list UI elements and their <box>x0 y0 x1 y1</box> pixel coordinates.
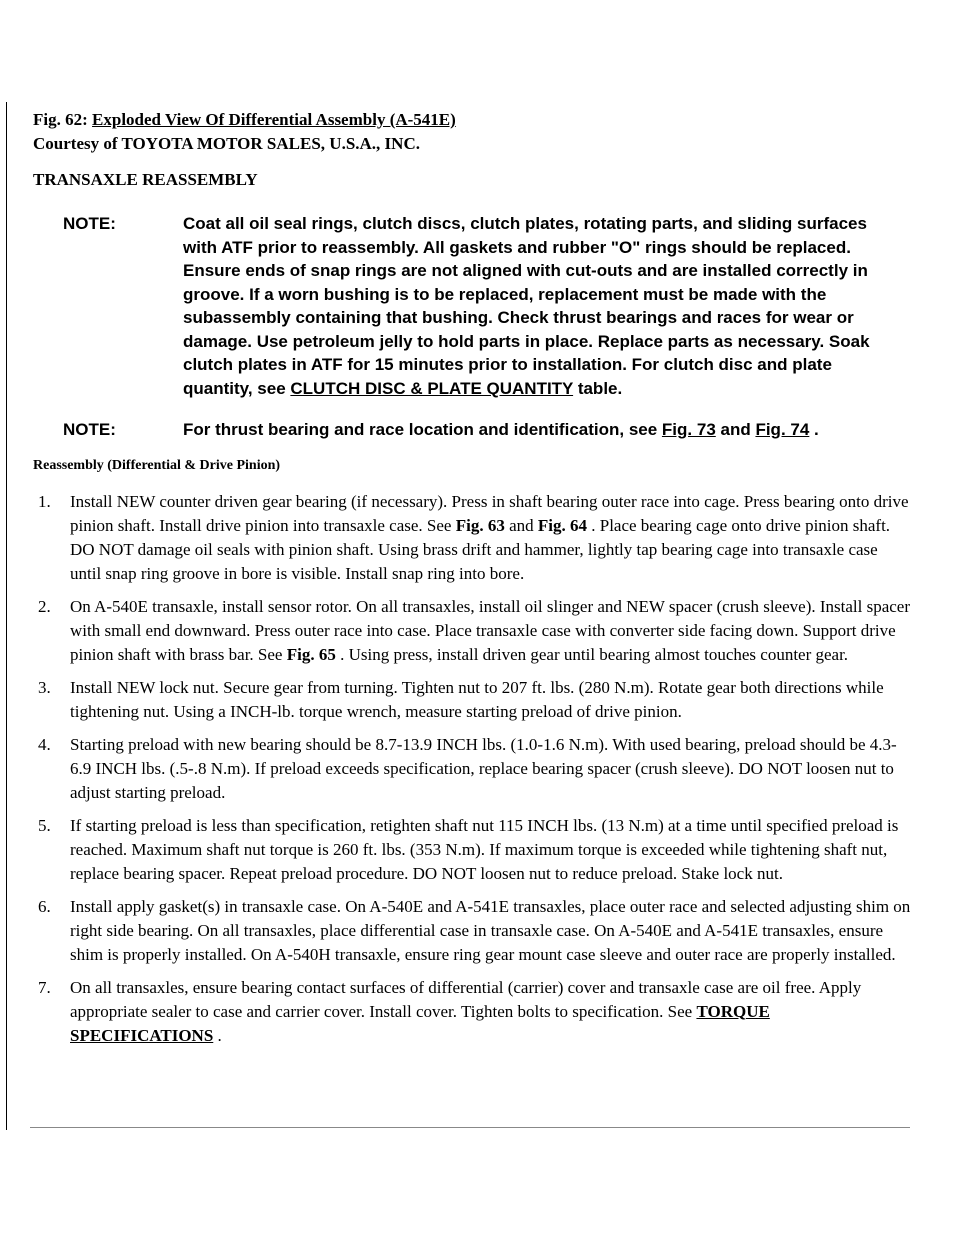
note-label: NOTE: <box>63 420 116 439</box>
step-body: On A-540E transaxle, install sensor rotor. On all transaxles, install oil slinger and NEW spacer (crush sleeve). Install spacer with small end downward. Press outer race into case. Place transaxle case with converter side facing down. Support drive pinion shaft with brass bar. See <box>70 596 911 664</box>
fig-65-link[interactable]: Fig. 65 <box>286 644 336 664</box>
note-suffix: table. <box>573 378 623 398</box>
step-body: On all transaxles, ensure bearing contact surfaces of differential (carrier) cover and transaxle case are oil free. Apply appropriate sealer to case and carrier cover. Install cover. Tighten bolts to specification. See <box>70 977 862 1021</box>
list-item <box>33 895 913 967</box>
step-body-continued: . <box>213 1025 222 1045</box>
torque-specifications-link[interactable]: TORQUE SPECIFICATIONS <box>70 1001 770 1045</box>
figure-number: Fig. 62: <box>33 110 93 129</box>
list-item <box>33 814 913 886</box>
note-body: Coat all oil seal rings, clutch discs, clutch plates, rotating parts, and sliding surfaces with ATF prior to reassembly. All gaskets and rubber "O" rings should be replaced. Ensure ends of snap rings are not aligned with cut-outs and are installed correctly in groove. If a worn bushing is to be replaced, replacement must be made with the subassembly containing that bushing. Check thrust bearings and races for wear or damage. Use petroleum jelly to hold parts in place. Replace parts as necessary. Soak clutch plates in ATF for 15 minutes prior to installation. For clutch disc and plate quantity, see <box>183 214 870 398</box>
step-number: 6. <box>38 896 51 916</box>
clutch-disc-plate-quantity-link[interactable]: CLUTCH DISC & PLATE QUANTITY <box>290 378 574 398</box>
step-text: If starting preload is less than specification, retighten shaft nut 115 INCH lbs. (13 N.m) at a time until specified preload is reached. Maximum shaft nut torque is 260 ft. lbs. (353 N.m). If maximum torque is exceeded while tightening shaft nut, replace bearing spacer. Repeat preload procedure. DO NOT loosen nut to reduce preload. Stake lock nut. <box>70 815 899 883</box>
page-bottom-divider <box>30 1127 910 1128</box>
step-number: 7. <box>38 977 51 997</box>
step-number: 1. <box>38 491 51 511</box>
list-item <box>33 595 913 667</box>
list-item <box>33 733 913 805</box>
fig-63-link[interactable]: Fig. 63 <box>455 515 505 535</box>
note-text <box>183 212 913 400</box>
list-item <box>33 490 913 586</box>
fig-73-link[interactable]: Fig. 73 <box>661 420 716 439</box>
figure-caption <box>33 108 913 132</box>
document-body <box>33 108 913 1057</box>
step-number: 5. <box>38 815 51 835</box>
figure-courtesy: Courtesy of TOYOTA MOTOR SALES, U.S.A., INC. <box>33 134 420 153</box>
list-item <box>33 676 913 724</box>
step-connector: and <box>504 515 538 535</box>
step-text <box>70 976 913 1048</box>
step-body-continued: . Using press, install driven gear until bearing almost touches counter gear. <box>335 644 849 664</box>
note-text <box>183 418 913 442</box>
note-body: For thrust bearing and race location and identification, see <box>183 420 662 439</box>
step-text: Starting preload with new bearing should be 8.7-13.9 INCH lbs. (1.0-1.6 N.m). With used bearing, preload should be 4.3-6.9 INCH lbs. (.5-.8 N.m). If preload exceeds specification, replace bearing spacer (crush sleeve). DO NOT loosen nut to adjust starting preload. <box>70 734 897 802</box>
steps-list <box>33 490 913 1048</box>
note-label: NOTE: <box>63 214 116 233</box>
fig-64-link[interactable]: Fig. 64 <box>537 515 587 535</box>
note-suffix: . <box>809 420 819 439</box>
section-heading: TRANSAXLE REASSEMBLY <box>33 170 258 189</box>
figure-title: Exploded View Of Differential Assembly (A-541E) <box>92 110 456 129</box>
step-text: Install NEW lock nut. Secure gear from turning. Tighten nut to 207 ft. lbs. (280 N.m). Rotate gear both directions while tightening nut. Using a INCH-lb. torque wrench, measure starting preload of drive pinion. <box>70 677 884 721</box>
note-box-1 <box>63 212 913 400</box>
step-text: Install apply gasket(s) in transaxle case. On A-540E and A-541E transaxles, place outer race and selected adjusting shim on right side bearing. On all transaxles, place differential case in transaxle case. On A-540E and A-541E transaxles, ensure shim is properly installed. On A-540H transaxle, ensure ring gear mount case sleeve and outer race are properly installed. <box>70 896 911 964</box>
step-body-continued: . Place bearing cage onto drive pinion shaft. DO NOT damage oil seals with pinion shaft. Using brass drift and hammer, lightly tap bearing cage into transaxle case until snap ring groove in bore is visible. Install snap ring into bore. <box>70 515 891 583</box>
list-item <box>33 976 913 1048</box>
step-body: Install NEW counter driven gear bearing (if necessary). Press in shaft bearing outer race into cage. Press bearing onto drive pinion shaft. Install drive pinion into transaxle case. See <box>70 491 909 535</box>
step-number: 4. <box>38 734 51 754</box>
subsection-heading: Reassembly (Differential & Drive Pinion) <box>33 457 281 473</box>
step-text <box>70 490 913 586</box>
left-margin-rule <box>6 102 7 1130</box>
step-text <box>70 595 913 667</box>
step-number: 3. <box>38 677 51 697</box>
note-connector: and <box>715 420 756 439</box>
step-number: 2. <box>38 596 51 616</box>
note-box-2 <box>63 418 913 442</box>
fig-74-link[interactable]: Fig. 74 <box>755 420 810 439</box>
